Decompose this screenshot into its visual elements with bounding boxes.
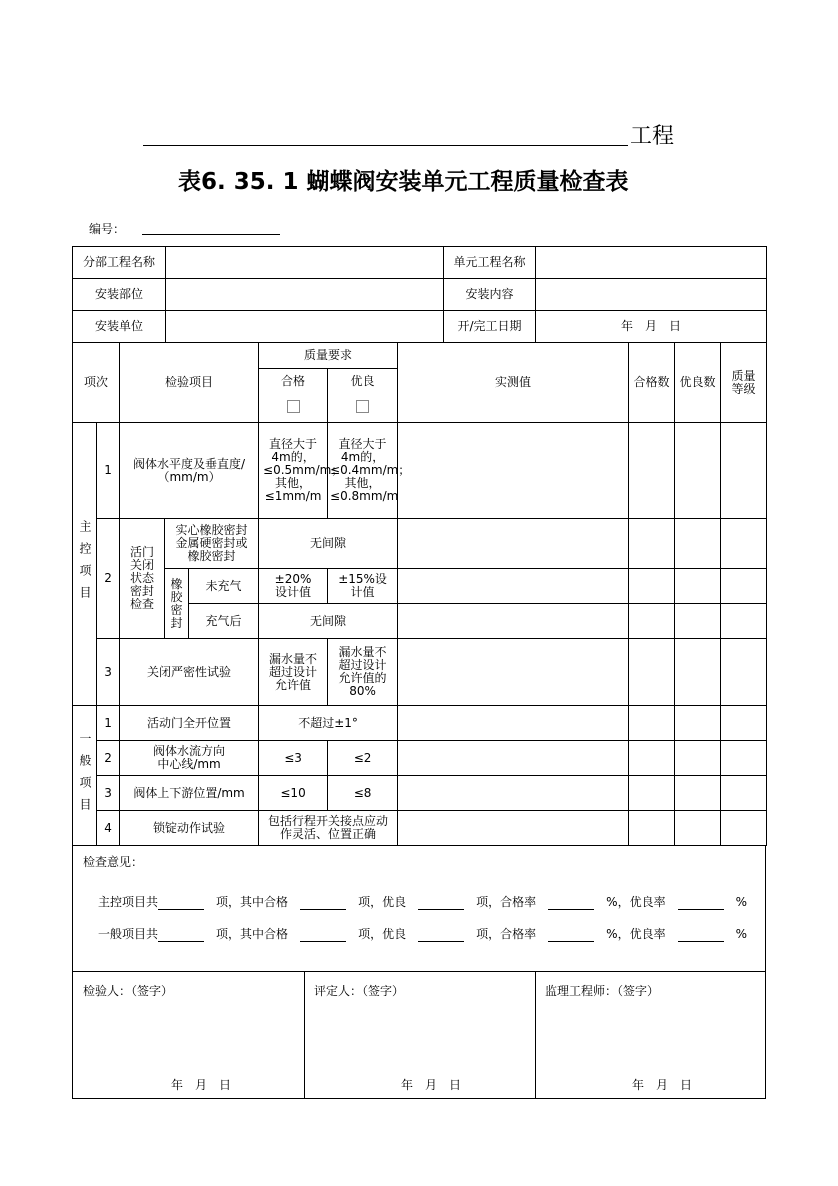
col-grade: 质量等级 [721,343,767,423]
table-row [73,639,767,706]
seq: 1 [97,423,120,519]
req-excellent: ≤8 [328,776,398,811]
project-name-line [143,145,628,146]
label: 安装单位 [73,311,166,343]
sub-project-field[interactable] [166,247,444,279]
blank-field[interactable] [418,896,464,910]
grade-cell[interactable] [721,423,767,519]
req-excellent: 漏水量不超过设计允许值的80% [328,639,398,706]
grade-cell[interactable] [721,706,767,741]
table-row [73,811,767,846]
col-quality-req: 质量要求 [259,343,398,369]
seq: 2 [97,519,120,639]
page-title: 表6. 35. 1 蝴蝶阀安装单元工程质量检查表 [178,169,629,195]
col-excellent [328,369,398,423]
sub-item: 未充气 [189,569,259,604]
measured-cell[interactable] [398,639,629,706]
info-table [72,246,767,343]
item: 关闭严密性试验 [120,639,259,706]
unit-project-field[interactable] [536,247,767,279]
seq: 3 [97,639,120,706]
measured-cell[interactable] [398,604,629,639]
grade-cell[interactable] [721,604,767,639]
excellent-count-cell[interactable] [675,639,721,706]
number-label: 编号： [89,222,126,236]
opinion-section [72,845,766,972]
req-qualified: 直径大于4m的，≤0.5mm/m；其他，≤1mm/m [259,423,328,519]
excellent-count-cell[interactable] [675,569,721,604]
measured-cell[interactable] [398,706,629,741]
inspector-date[interactable]: 年 月 日 [171,1078,232,1092]
seq: 4 [97,811,120,846]
table-row [73,706,767,741]
req: 包括行程开关接点应动作灵活、位置正确 [259,811,398,846]
supervisor-date[interactable]: 年 月 日 [632,1078,693,1092]
table-row [73,569,767,604]
req-excellent: ≤2 [328,741,398,776]
label: 安装部位 [73,279,166,311]
opinion-label: 检查意见： [83,855,144,869]
excellent-count-cell[interactable] [675,519,721,569]
measured-cell[interactable] [398,741,629,776]
measured-cell[interactable] [398,569,629,604]
date-field[interactable]: 年 月 日 [536,311,767,343]
blank-field[interactable] [300,928,346,942]
req-qualified: ≤3 [259,741,328,776]
qualified-count-cell[interactable] [629,604,675,639]
blank-field[interactable] [678,896,724,910]
blank-field[interactable] [158,896,204,910]
measured-cell[interactable] [398,423,629,519]
opinion-line-main: 主控项目共 项，其中合格 项，优良 项，合格率 %，优良率 % [98,895,748,909]
col-qualified-count: 合格数 [629,343,675,423]
excellent-count-cell[interactable] [675,706,721,741]
excellent-count-cell[interactable] [675,423,721,519]
install-content-field[interactable] [536,279,767,311]
inspector-signature[interactable]: 检验人：（签字） [83,984,174,998]
req: 无间隙 [259,604,398,639]
item: 阀体水平度及垂直度/（mm/m） [120,423,259,519]
general-label: 一般项目 [73,706,97,846]
inspection-table [72,342,767,846]
blank-field[interactable] [158,928,204,942]
col-measured: 实测值 [398,343,629,423]
measured-cell[interactable] [398,519,629,569]
item: 阀体上下游位置/mm [120,776,259,811]
install-location-field[interactable] [166,279,444,311]
qualified-count-cell[interactable] [629,706,675,741]
label: 开/完工日期 [444,311,536,343]
grade-cell[interactable] [721,519,767,569]
table-row [73,776,767,811]
number-field[interactable] [142,234,280,235]
col-excellent-count: 优良数 [675,343,721,423]
sub-item: 充气后 [189,604,259,639]
measured-cell[interactable] [398,776,629,811]
req: 不超过±1° [259,706,398,741]
qualified-label: 合格 [281,374,306,388]
blank-field[interactable] [548,928,594,942]
qualified-count-cell[interactable] [629,423,675,519]
qualified-count-cell[interactable] [629,639,675,706]
table-row [73,423,767,519]
assessor-signature[interactable]: 评定人：（签字） [314,984,405,998]
sub-item: 实心橡胶密封金属硬密封或橡胶密封 [165,519,259,569]
excellent-label: 优良 [350,374,375,388]
supervisor-signature[interactable]: 监理工程师：（签字） [545,984,660,998]
excellent-count-cell[interactable] [675,604,721,639]
blank-field[interactable] [548,896,594,910]
label: 单元工程名称 [444,247,536,279]
project-suffix: 工程 [630,124,675,149]
qualified-count-cell[interactable] [629,776,675,811]
qualified-count-cell[interactable] [629,811,675,846]
grade-cell[interactable] [721,569,767,604]
qualified-count-cell[interactable] [629,519,675,569]
sub-item: 橡胶密封 [165,569,189,639]
main-control-label: 主控项目 [73,423,97,706]
signature-section [72,971,766,1099]
grade-cell[interactable] [721,639,767,706]
opinion-line-general: 一般项目共 项，其中合格 项，优良 项，合格率 %，优良率 % [98,927,748,941]
excellent-count-cell[interactable] [675,776,721,811]
excellent-count-cell[interactable] [675,811,721,846]
label: 分部工程名称 [73,247,166,279]
req-qualified: ≤10 [259,776,328,811]
item: 阀体水流方向中心线/mm [120,741,259,776]
assessor-date[interactable]: 年 月 日 [401,1078,462,1092]
req: 无间隙 [259,519,398,569]
install-unit-field[interactable] [166,311,444,343]
blank-field[interactable] [418,928,464,942]
req-qualified: ±20%设计值 [259,569,328,604]
qualified-checkbox[interactable] [287,400,300,413]
table-row [73,519,767,569]
req-qualified: 漏水量不超过设计允许值 [259,639,328,706]
col-seq: 项次 [73,343,120,423]
col-qualified [259,369,328,423]
item: 活动门全开位置 [120,706,259,741]
seq: 1 [97,706,120,741]
excellent-count-cell[interactable] [675,741,721,776]
qualified-count-cell[interactable] [629,741,675,776]
req-excellent: 直径大于4m的，≤0.4mm/m；其他，≤0.8mm/m [328,423,398,519]
qualified-count-cell[interactable] [629,569,675,604]
item: 活门关闭状态密封检查 [120,519,165,639]
grade-cell[interactable] [721,776,767,811]
grade-cell[interactable] [721,741,767,776]
table-row [73,741,767,776]
seq: 2 [97,741,120,776]
excellent-checkbox[interactable] [356,400,369,413]
blank-field[interactable] [678,928,724,942]
measured-cell[interactable] [398,811,629,846]
col-item: 检验项目 [120,343,259,423]
req-excellent: ±15%设计值 [328,569,398,604]
grade-cell[interactable] [721,811,767,846]
label: 安装内容 [444,279,536,311]
item: 锁锭动作试验 [120,811,259,846]
seq: 3 [97,776,120,811]
blank-field[interactable] [300,896,346,910]
